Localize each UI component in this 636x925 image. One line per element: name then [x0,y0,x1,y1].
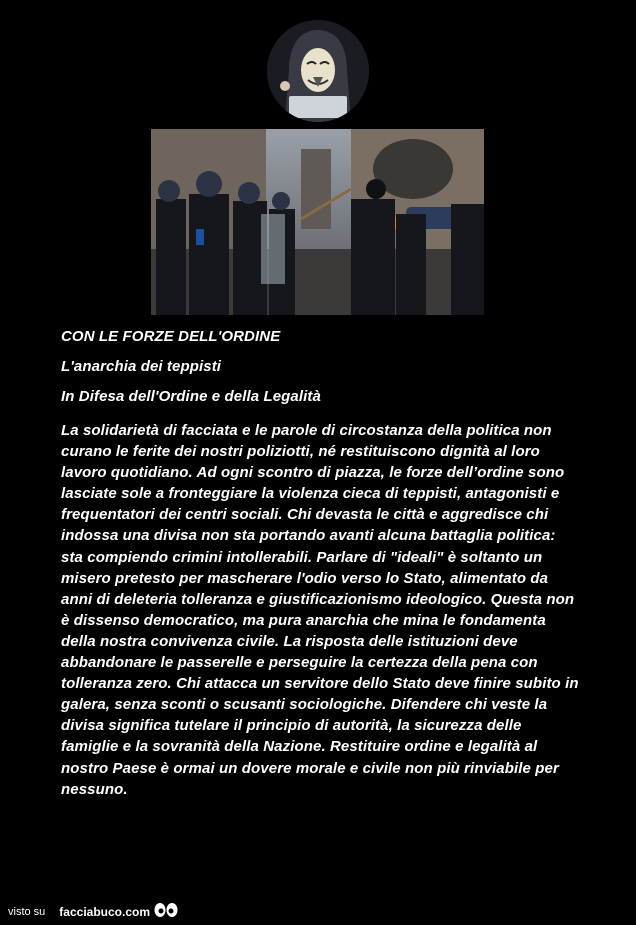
riot-photo [151,129,484,315]
hooded-hacker-mask-icon [267,20,369,122]
profile-avatar [267,20,369,122]
article-body: La solidarietà di facciata e le parole di circostanza della politica non curano le ferite dei nostri poliziotti, né restituiscono dignità al loro lavoro quotidiano. Ad ogni scontro di piazza, le forze dell’ordine sono lasciate sole a fronteggiare la violenza cieca di teppisti, antagonisti e frequentatori dei centri sociali. Chi devasta le città e aggredisce chi indossa una divisa non sta portando avanti alcuna battaglia politica: sta compiendo crimini intollerabili. Parlare di "ideali" è soltanto un misero pretesto per mascherare l'odio verso lo Stato, alimentato da anni di deleteria tolleranza e giustificazionismo ideologico. Questa non è dissenso democratico, ma pura anarchia che mina le fondamenta della nostra convivenza civile. La risposta delle istituzioni deve abbandonare le passerelle e perseguire la certezza della pena con tolleranza zero. Chi attacca un servitore dello Stato deve finire subito in galera, senza sconti o scusanti sociologiche. Difendere chi veste la divisa significa tutelare il principio di autorità, la sicurezza delle famiglie e la sovranità della Nazione. Restituire ordine e legalità al nostro Paese è ormai un dovere morale e civile non più rinviabile per nessuno. [61,422,579,798]
googly-eyes-icon [154,902,178,923]
article-tagline: In Difesa dell'Ordine e della Legalità [61,388,321,405]
article-subtitle: L'anarchia dei teppisti [61,358,222,375]
facciabuco-link[interactable]: facciabuco.com [59,905,150,919]
article [61,326,581,800]
visto-su-label: visto su [8,906,46,918]
watermark-footer [8,902,178,922]
riot-police-clash-photo [151,129,484,315]
article-title: CON LE FORZE DELL'ORDINE [61,328,281,345]
